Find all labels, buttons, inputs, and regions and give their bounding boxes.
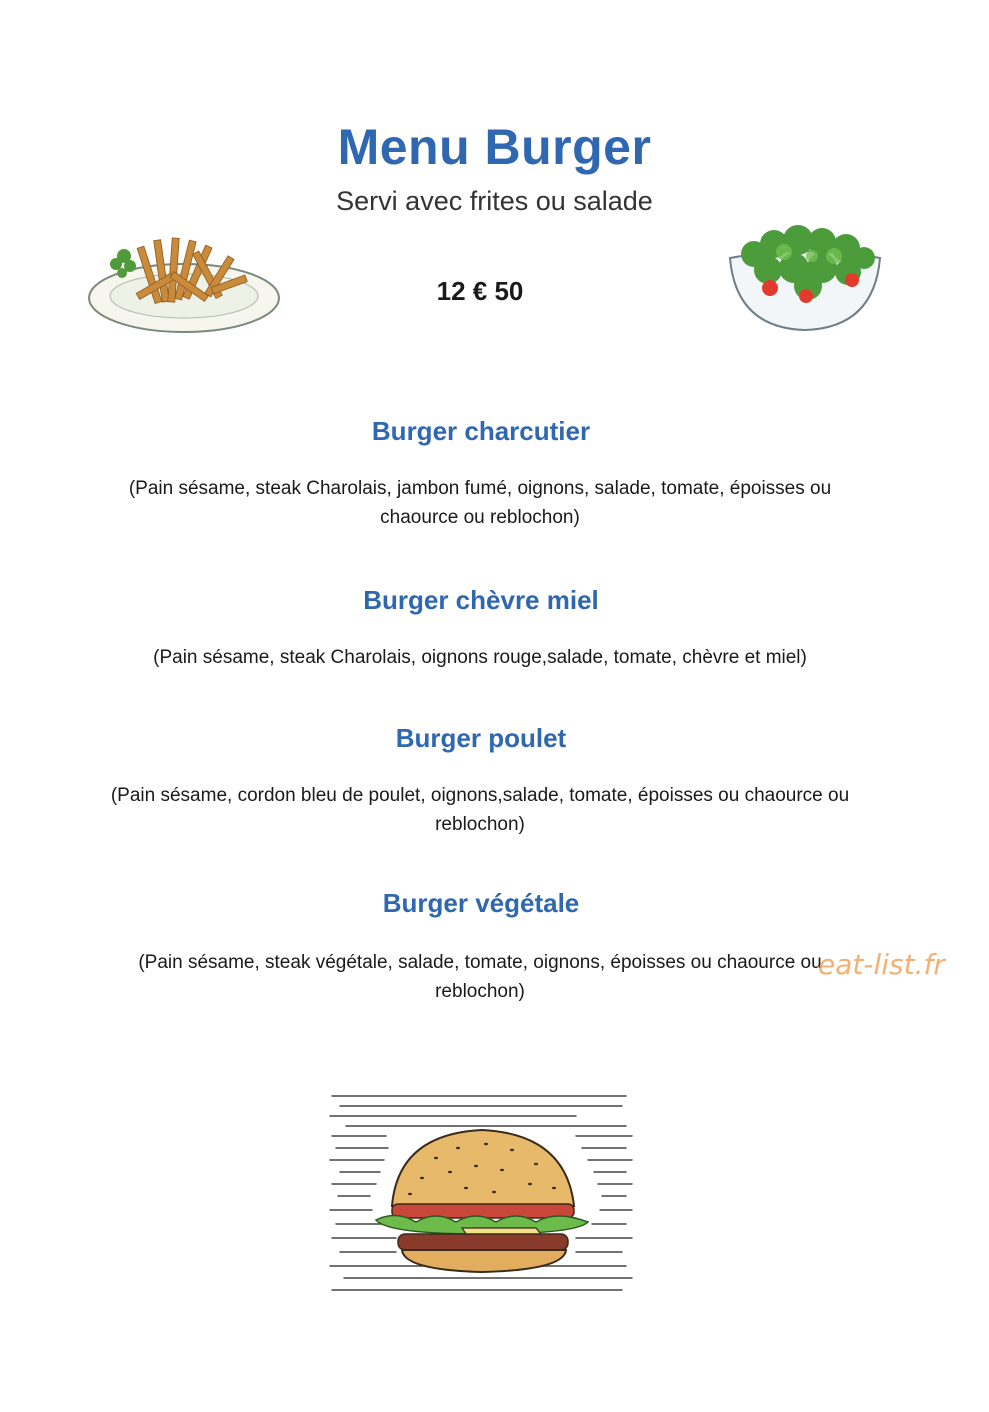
dish-name-vegetale: Burger végétale [382,888,580,918]
watermark: eat-list.fr [818,948,945,981]
fries-plate-icon [86,226,282,336]
dish-desc-line: (Pain sésame, steak Charolais, jambon fumé, oignons, salade, tomate, époisses ou [128,478,832,499]
dish-desc-vegetale [60,948,900,1006]
burger-icon [326,1088,638,1300]
dish-desc-poulet [40,781,920,839]
dish-desc-line: (Pain sésame, steak végétale, salade, tomate, oignons, époisses ou chaource ou [138,952,822,973]
dish-name-poulet: Burger poulet [395,723,567,753]
dish-desc-line: chaource ou reblochon) [380,507,580,528]
dish-name-chevre-miel: Burger chèvre miel [363,585,599,615]
dish-name-charcutier: Burger charcutier [371,416,591,446]
dish-desc-charcutier [60,474,900,532]
salad-bowl-icon [724,218,886,336]
page-title: Menu Burger [337,119,652,175]
dish-desc-chevre-miel [60,643,900,672]
menu-price: 12 € 50 [436,276,524,306]
dish-desc-line: (Pain sésame, cordon bleu de poulet, oignons,salade, tomate, époisses ou chaource ou [110,785,850,806]
dish-desc-line: reblochon) [435,981,525,1002]
dish-desc-line: (Pain sésame, steak Charolais, oignons rouge,salade, tomate, chèvre et miel) [153,647,807,668]
page-subtitle: Servi avec frites ou salade [336,186,653,216]
dish-desc-line: reblochon) [435,814,525,835]
